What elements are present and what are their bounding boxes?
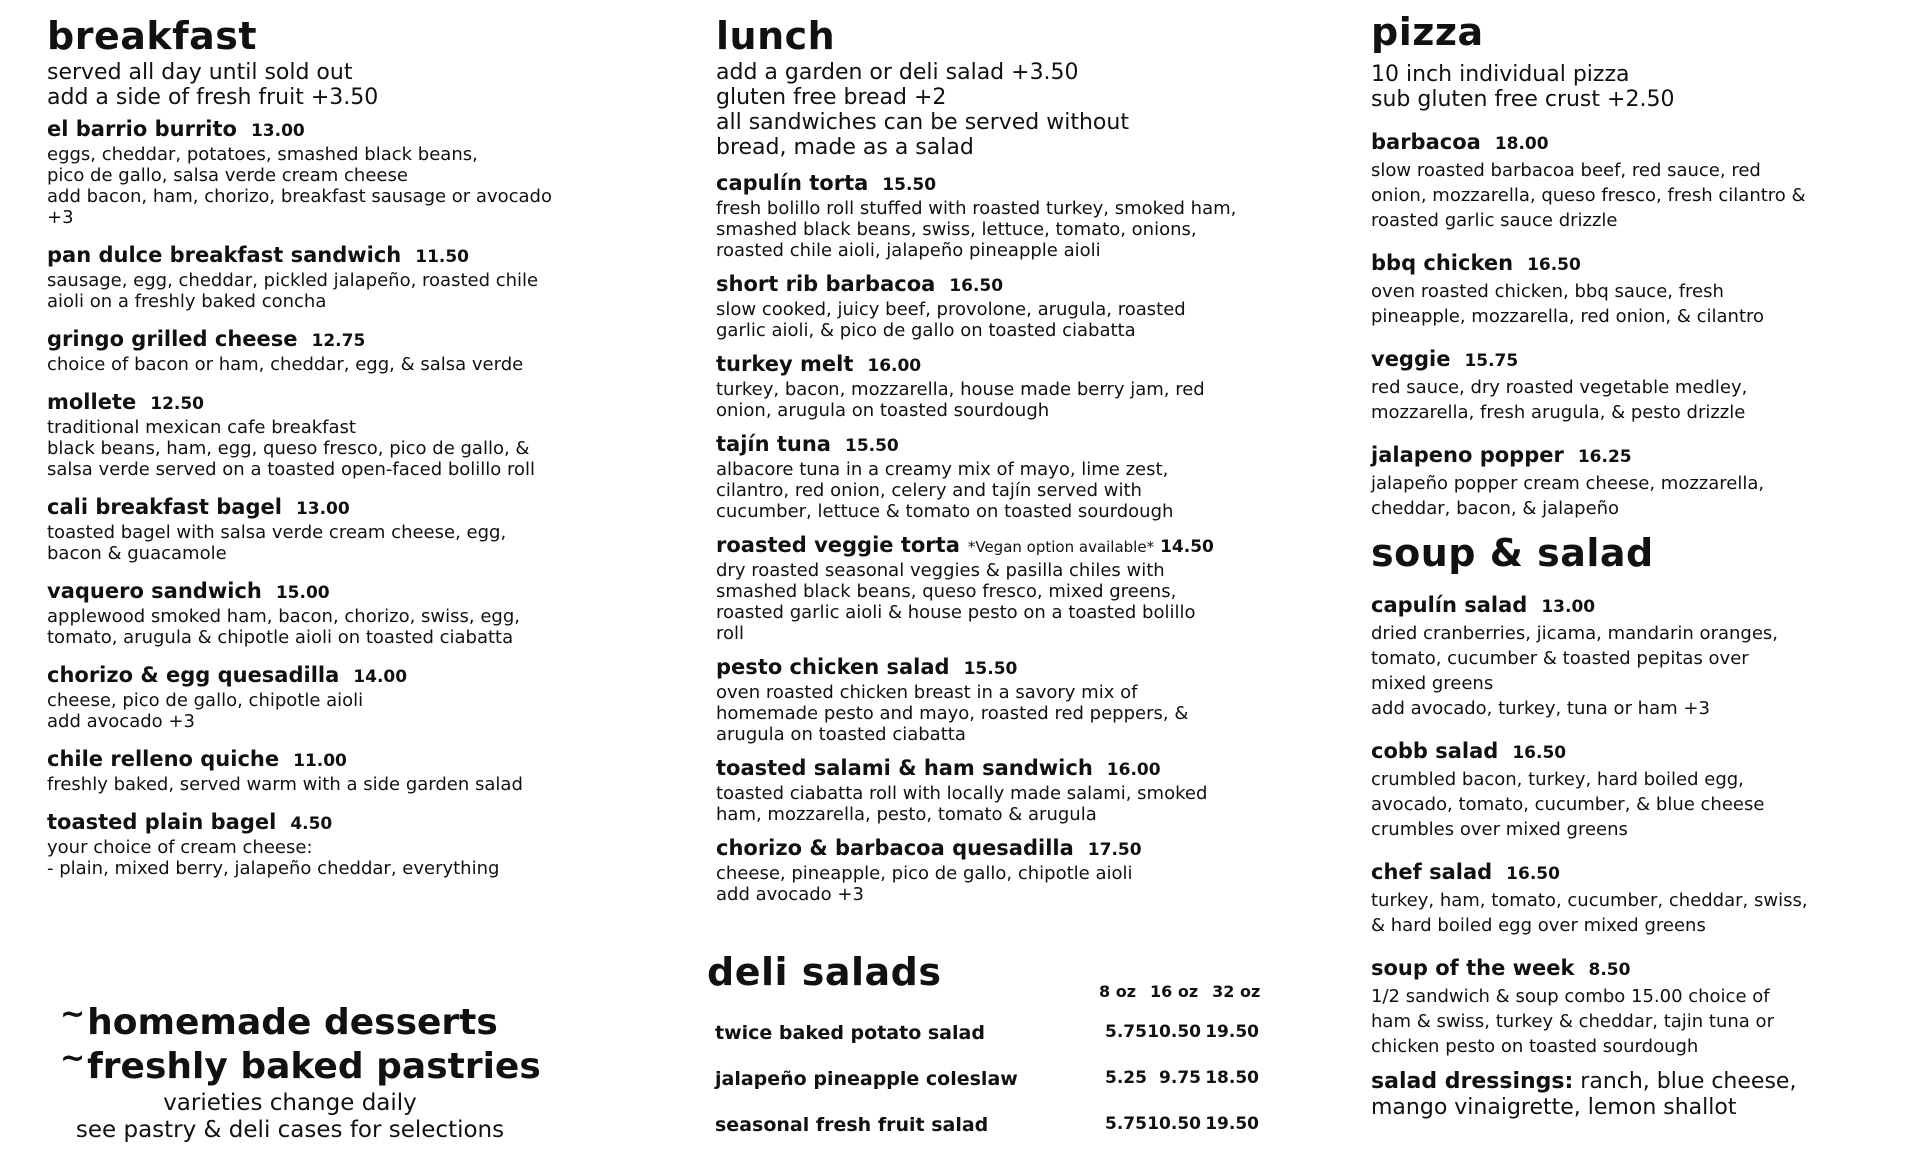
description-line: chicken pesto on toasted sourdough [1371,1036,1699,1057]
menu-item [47,578,647,648]
menu-item-price: 11.50 [415,247,470,267]
description-line: turkey, bacon, mozzarella, house made berry jam, red [716,379,1205,400]
description-line: albacore tuna in a creamy mix of mayo, lime zest, [716,459,1169,480]
menu-item-description [1371,621,1891,721]
menu-item-price: 16.25 [1577,447,1632,467]
description-line: fresh bolillo roll stuffed with roasted turkey, smoked ham, [716,198,1237,219]
menu-item-description [47,606,647,648]
menu-item-description [1371,767,1891,842]
size-header: 16 oz [1150,982,1199,1001]
menu-item-description [1371,471,1891,521]
deli-item-name: seasonal fresh fruit salad [715,1114,989,1136]
description-line: turkey, ham, tomato, cucumber, cheddar, swiss, [1371,890,1808,911]
menu-item-name: cobb salad [1371,739,1499,763]
breakfast-items [47,116,647,879]
menu-item-header [1371,954,1891,984]
description-line: slow roasted barbacoa beef, red sauce, red [1371,160,1761,181]
menu-item [716,170,1276,261]
menu-item-price: 16.00 [867,356,922,376]
dessert-line-desserts [60,997,580,1046]
menu-item [716,431,1276,522]
menu-item-price: 16.00 [1106,760,1161,780]
dressings-list: ranch, blue cheese, [1580,1069,1797,1094]
section-title-lunch: lunch [716,14,836,58]
menu-item-header [1371,441,1891,471]
menu-item-price: 8.50 [1588,960,1631,980]
menu-item-name: toasted plain bagel [47,810,277,834]
price-8oz: 5.25 [1105,1068,1147,1088]
description-line: cheese, pico de gallo, chipotle aioli [47,690,364,711]
description-line: oven roasted chicken, bbq sauce, fresh [1371,281,1724,302]
menu-item-name: chile relleno quiche [47,747,280,771]
description-line: ham, mozzarella, pesto, tomato & arugula [716,804,1097,825]
soup-salad-items [1371,591,1891,1059]
menu-item-header [47,116,647,144]
menu-item-header [47,662,647,690]
menu-item [1371,441,1891,521]
description-line: mixed greens [1371,673,1494,694]
tilde-glyph: ~ [60,1041,86,1076]
menu-item-price: 16.50 [1512,743,1567,763]
description-line: oven roasted chicken breast in a savory mix of [716,682,1138,703]
menu-item [1371,737,1891,842]
deli-row [715,1068,1275,1094]
price-16oz: 9.75 [1159,1068,1201,1088]
tilde-glyph: ~ [60,997,86,1032]
menu-item-header [1371,591,1891,621]
menu-item-header [47,578,647,606]
note-line: bread, made as a salad [716,135,974,160]
dessert-text: homemade desserts [87,1002,498,1043]
menu-item-price: 15.50 [882,175,937,195]
menu-item [47,746,647,795]
section-title-pizza: pizza [1371,10,1484,54]
menu-item-name: mollete [47,390,137,414]
description-line: roasted chile aioli, jalapeño pineapple aioli [716,240,1101,261]
description-line: cheddar, bacon, & jalapeño [1371,498,1620,519]
section-title-soup-salad: soup & salad [1371,531,1654,575]
description-line: black beans, ham, egg, queso fresco, pico de gallo, & [47,438,530,459]
description-line: traditional mexican cafe breakfast [47,417,356,438]
description-line: mozzarella, fresh arugula, & pesto drizzle [1371,402,1746,423]
description-line: tomato, arugula & chipotle aioli on toasted ciabatta [47,627,514,648]
deli-size-headers [1099,982,1260,1001]
menu-item-price: 13.00 [295,499,350,519]
menu-item-name: bbq chicken [1371,251,1514,275]
menu-item [47,809,647,879]
price-32oz: 19.50 [1205,1114,1259,1134]
menu-item-description [716,783,1276,825]
menu-item-header [1371,737,1891,767]
menu-item [716,351,1276,421]
menu-item [47,494,647,564]
menu-item-description [716,379,1276,421]
price-32oz: 19.50 [1205,1022,1259,1042]
menu-item-price: 4.50 [290,814,333,834]
menu-item [47,662,647,732]
description-line: eggs, cheddar, potatoes, smashed black beans, [47,144,478,165]
description-line: add bacon, ham, chorizo, breakfast sausage or avocado [47,186,552,207]
menu-item [716,835,1276,905]
menu-item-header [716,654,1276,682]
dressings-list: mango vinaigrette, lemon shallot [1371,1095,1737,1120]
menu-item [47,326,647,375]
description-line: +3 [47,207,74,228]
menu-item [716,271,1276,341]
deli-item-prices [1105,1068,1259,1088]
menu-item-header [716,755,1276,783]
dessert-line-pastries [60,1041,580,1090]
note-line: sub gluten free crust +2.50 [1371,87,1675,112]
menu-item-price: 15.00 [275,583,330,603]
menu-item-header [1371,249,1891,279]
menu-item-header [47,242,647,270]
menu-item [716,654,1276,745]
description-line: garlic aioli, & pico de gallo on toasted ciabatta [716,320,1136,341]
description-line: smashed black beans, swiss, lettuce, tomato, onions, [716,219,1197,240]
menu-item-description [47,522,647,564]
note-line: add a garden or deli salad +3.50 [716,60,1079,85]
breakfast-column [47,14,647,879]
description-line: cucumber, lettuce & tomato on toasted sourdough [716,501,1174,522]
dessert-subtext: varieties change daily [163,1090,417,1116]
section-title-deli-salads: deli salads [707,950,942,994]
menu-item-name: chorizo & barbacoa quesadilla [716,836,1074,860]
menu-item-name: chorizo & egg quesadilla [47,663,340,687]
menu-item-header [1371,858,1891,888]
menu-item-description [716,863,1276,905]
menu-item-name: tajín tuna [716,432,831,456]
deli-item-prices [1105,1114,1259,1134]
menu-item-description [716,682,1276,745]
breakfast-notes [47,60,647,110]
note-line: 10 inch individual pizza [1371,62,1630,87]
menu-item-header [716,271,1276,299]
description-line: add avocado, turkey, tuna or ham +3 [1371,698,1710,719]
description-line: arugula on toasted ciabatta [716,724,966,745]
menu-item-description [716,459,1276,522]
menu-item [1371,128,1891,233]
menu-item-name: turkey melt [716,352,854,376]
price-8oz: 5.75 [1105,1114,1147,1134]
menu-item-description [47,837,647,879]
menu-item-price: 14.00 [353,667,408,687]
menu-item-name: short rib barbacoa [716,272,936,296]
description-line: pico de gallo, salsa verde cream cheese [47,165,408,186]
dessert-subtext: see pastry & deli cases for selections [75,1117,505,1143]
menu-item-description [47,690,647,732]
description-line: freshly baked, served warm with a side garden salad [47,774,523,795]
description-line: dry roasted seasonal veggies & pasilla chiles with [716,560,1165,581]
menu-item-description [47,144,647,228]
menu-item-name: soup of the week [1371,956,1575,980]
menu-item [47,242,647,312]
menu-item-price: 15.50 [844,436,899,456]
menu-item-description [1371,279,1891,329]
description-line: smashed black beans, queso fresco, mixed greens, [716,581,1177,602]
salad-dressings [1371,1069,1891,1121]
menu-item-name: vaquero sandwich [47,579,262,603]
description-line: & hard boiled egg over mixed greens [1371,915,1706,936]
description-line: aioli on a freshly baked concha [47,291,327,312]
menu-item-header [716,835,1276,863]
menu-item-description [716,299,1276,341]
menu-item [1371,858,1891,938]
description-line: toasted ciabatta roll with locally made salami, smoked [716,783,1208,804]
menu-item-name: pan dulce breakfast sandwich [47,243,402,267]
description-line: applewood smoked ham, bacon, chorizo, swiss, egg, [47,606,520,627]
description-line: salsa verde served on a toasted open-faced bolillo roll [47,459,536,480]
menu-item-price: 18.00 [1494,134,1549,154]
description-line: roasted garlic aioli & house pesto on a toasted bolillo [716,602,1196,623]
menu-item-header [47,326,647,354]
description-line: add avocado +3 [47,711,195,732]
description-line: avocado, tomato, cucumber, & blue cheese [1371,794,1765,815]
menu-item-description [47,774,647,795]
description-line: roll [716,623,745,644]
menu-item-header [1371,128,1891,158]
description-line: tomato, cucumber & toasted pepitas over [1371,648,1749,669]
menu-item-price: 13.00 [250,121,305,141]
menu-item-price: 13.00 [1541,597,1596,617]
dressings-label: salad dressings: [1371,1069,1574,1094]
desserts-block [60,997,580,1144]
menu-item-name: pesto chicken salad [716,655,950,679]
menu-item [716,532,1276,644]
description-line: toasted bagel with salsa verde cream cheese, egg, [47,522,507,543]
description-line: red sauce, dry roasted vegetable medley, [1371,377,1748,398]
menu-item-name: chef salad [1371,860,1493,884]
pizza-column [1371,10,1891,1121]
menu-item-header [47,494,647,522]
price-16oz: 10.50 [1147,1022,1201,1042]
description-line: your choice of cream cheese: [47,837,313,858]
menu-item-price: 12.75 [311,331,366,351]
description-line: onion, arugula on toasted sourdough [716,400,1050,421]
description-line: roasted garlic sauce drizzle [1371,210,1618,231]
description-line: dried cranberries, jicama, mandarin oranges, [1371,623,1779,644]
deli-item-prices [1105,1022,1259,1042]
menu-item-description [716,198,1276,261]
note-line: served all day until sold out [47,60,353,85]
price-8oz: 5.75 [1105,1022,1147,1042]
menu-item-name: veggie [1371,347,1451,371]
menu-item [1371,249,1891,329]
lunch-items [716,170,1276,905]
menu-item [1371,954,1891,1059]
menu-item [716,755,1276,825]
menu-item-name: capulín torta [716,171,869,195]
pizza-items [1371,128,1891,521]
deli-item-name: jalapeño pineapple coleslaw [715,1068,1018,1090]
menu-item [1371,345,1891,425]
menu-item-description [47,354,647,375]
price-32oz: 18.50 [1205,1068,1259,1088]
menu-item [1371,591,1891,721]
description-line: homemade pesto and mayo, roasted red peppers, & [716,703,1189,724]
menu-item-header [47,746,647,774]
description-line: crumbles over mixed greens [1371,819,1628,840]
menu-item-price: 16.50 [949,276,1004,296]
deli-row [715,1114,1275,1140]
menu-item-price: 12.50 [150,394,205,414]
description-line: slow cooked, juicy beef, provolone, arugula, roasted [716,299,1186,320]
description-line: add avocado +3 [716,884,864,905]
section-title-breakfast: breakfast [47,14,258,58]
menu-item-header [716,170,1276,198]
description-line: sausage, egg, cheddar, pickled jalapeño, roasted chile [47,270,539,291]
description-line: jalapeño popper cream cheese, mozzarella, [1371,473,1765,494]
description-line: - plain, mixed berry, jalapeño cheddar, everything [47,858,500,879]
dessert-text: freshly baked pastries [87,1046,541,1087]
menu-item-description [1371,888,1891,938]
menu-item-price: 16.50 [1506,864,1560,884]
lunch-notes [716,60,1276,160]
menu-item-name: jalapeno popper [1371,443,1564,467]
menu-item-header [716,532,1276,560]
description-line: crumbled bacon, turkey, hard boiled egg, [1371,769,1744,790]
description-line: cilantro, red onion, celery and tajín served with [716,480,1142,501]
note-line: add a side of fresh fruit +3.50 [47,85,379,110]
menu-item-description [1371,158,1891,233]
menu-item-price: 16.50 [1527,255,1581,275]
menu-item-header [716,351,1276,379]
menu-item-name: roasted veggie torta [716,533,960,557]
menu-item-header [47,389,647,417]
menu-item-price: 17.50 [1087,840,1142,860]
menu-item-header [716,431,1276,459]
menu-item-name: toasted salami & ham sandwich [716,756,1093,780]
menu-item-description [1371,984,1891,1059]
note-line: all sandwiches can be served without [716,110,1129,135]
menu-item-name: cali breakfast bagel [47,495,282,519]
size-header: 8 oz [1099,982,1137,1001]
menu-item-name: gringo grilled cheese [47,327,298,351]
menu-item-name: capulín salad [1371,593,1528,617]
description-line: onion, mozzarella, queso fresco, fresh cilantro & [1371,185,1806,206]
deli-salads-block [707,950,1267,1136]
menu-item-note: *Vegan option available* [967,538,1155,556]
pizza-notes [1371,62,1891,112]
description-line: choice of bacon or ham, cheddar, egg, & salsa verde [47,354,524,375]
menu-item-header [47,809,647,837]
note-line: gluten free bread +2 [716,85,947,110]
menu-item-description [47,270,647,312]
menu-item [47,116,647,228]
description-line: ham & swiss, turkey & cheddar, tajin tuna or [1371,1011,1774,1032]
menu-item-description [47,417,647,480]
menu-item-name: barbacoa [1371,130,1481,154]
deli-item-name: twice baked potato salad [715,1022,985,1044]
description-line: pineapple, mozzarella, red onion, & cilantro [1371,306,1765,327]
deli-row [715,1022,1275,1048]
size-header: 32 oz [1212,982,1261,1001]
menu-item-price: 14.50 [1160,537,1214,557]
price-16oz: 10.50 [1147,1114,1201,1134]
description-line: cheese, pineapple, pico de gallo, chipotle aioli [716,863,1133,884]
menu-item-description [716,560,1276,644]
menu-item [47,389,647,480]
lunch-column [716,14,1276,905]
description-line: bacon & guacamole [47,543,227,564]
description-line: 1/2 sandwich & soup combo 15.00 choice of [1371,986,1770,1007]
menu-item-price: 11.00 [293,751,347,771]
menu-item-price: 15.50 [963,659,1018,679]
menu-item-price: 15.75 [1464,351,1519,371]
menu-item-name: el barrio burrito [47,117,237,141]
menu-item-description [1371,375,1891,425]
menu-item-header [1371,345,1891,375]
